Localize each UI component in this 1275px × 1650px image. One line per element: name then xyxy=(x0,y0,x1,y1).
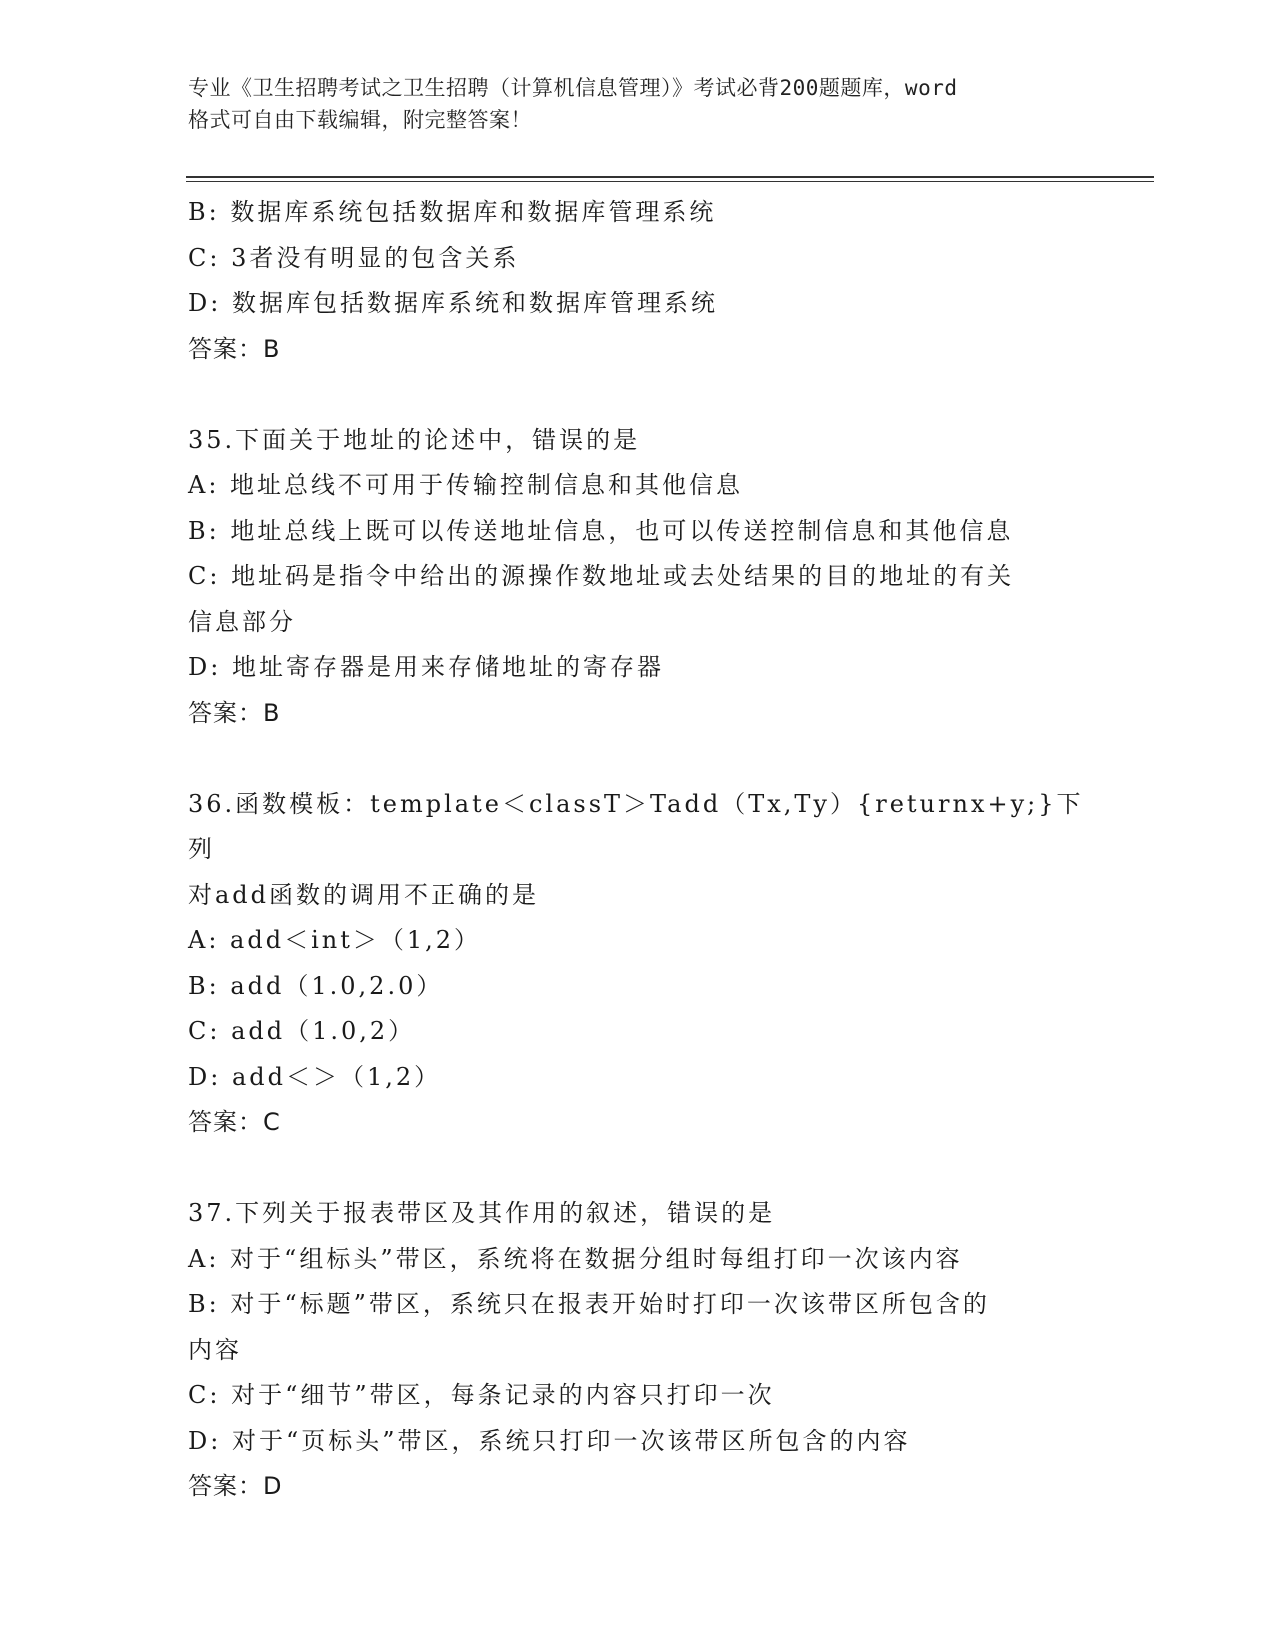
option-d: D: 数据库包括数据库系统和数据库管理系统 xyxy=(188,289,718,317)
answer-line: 答案：D xyxy=(188,1472,283,1500)
option-b-continued: 内容 xyxy=(188,1335,242,1364)
answer-line: 答案：C xyxy=(188,1108,281,1136)
header-divider-thick xyxy=(186,176,1154,178)
answer-line: 答案：B xyxy=(188,334,281,363)
option-d: D: 对于“页标头”带区，系统只打印一次该带区所包含的内容 xyxy=(188,1426,911,1455)
document-header xyxy=(188,72,1088,136)
option-d: D: add＜＞（1,2） xyxy=(188,1062,442,1091)
option-c-continued: 信息部分 xyxy=(188,607,296,636)
question-stem: 35.下面关于地址的论述中，错误的是 xyxy=(188,425,641,454)
option-d: D: 地址寄存器是用来存储地址的寄存器 xyxy=(188,653,664,681)
header-divider-thin xyxy=(186,181,1154,182)
question-block-37 xyxy=(188,1191,1088,1510)
option-c: C: 3者没有明显的包含关系 xyxy=(188,243,520,272)
question-stem: 36.函数模板：template＜classT＞Tadd（Tx,Ty）{returnx+y;}下列 xyxy=(188,789,1084,863)
question-block-36 xyxy=(188,782,1088,1146)
question-stem-continued: 对add函数的调用不正确的是 xyxy=(188,880,540,909)
header-line-1: 专业《卫生招聘考试之卫生招聘（计算机信息管理）》考试必背200题题库，word xyxy=(188,76,958,100)
question-block-34 xyxy=(188,190,1088,372)
option-a: A: 对于“组标头”带区，系统将在数据分组时每组打印一次该内容 xyxy=(188,1244,963,1273)
option-a: A: add＜int＞（1,2） xyxy=(188,926,482,954)
question-list xyxy=(188,190,1088,1510)
answer-line: 答案：B xyxy=(188,698,281,727)
option-b: B: 对于“标题”带区，系统只在报表开始时打印一次该带区所包含的 xyxy=(188,1290,990,1318)
option-c: C: 地址码是指令中给出的源操作数地址或去处结果的目的地址的有关 xyxy=(188,562,1015,590)
option-c: C: 对于“细节”带区，每条记录的内容只打印一次 xyxy=(188,1381,775,1409)
option-b: B: add（1.0,2.0） xyxy=(188,971,444,1000)
option-a: A: 地址总线不可用于传输控制信息和其他信息 xyxy=(188,471,744,499)
option-c: C: add（1.0,2） xyxy=(188,1017,416,1045)
question-block-35 xyxy=(188,418,1088,737)
option-b: B: 地址总线上既可以传送地址信息，也可以传送控制信息和其他信息 xyxy=(188,516,1014,545)
header-line-2: 格式可自由下载编辑，附完整答案！ xyxy=(188,108,532,132)
option-b: B: 数据库系统包括数据库和数据库管理系统 xyxy=(188,198,717,226)
question-stem: 37.下列关于报表带区及其作用的叙述，错误的是 xyxy=(188,1199,776,1227)
